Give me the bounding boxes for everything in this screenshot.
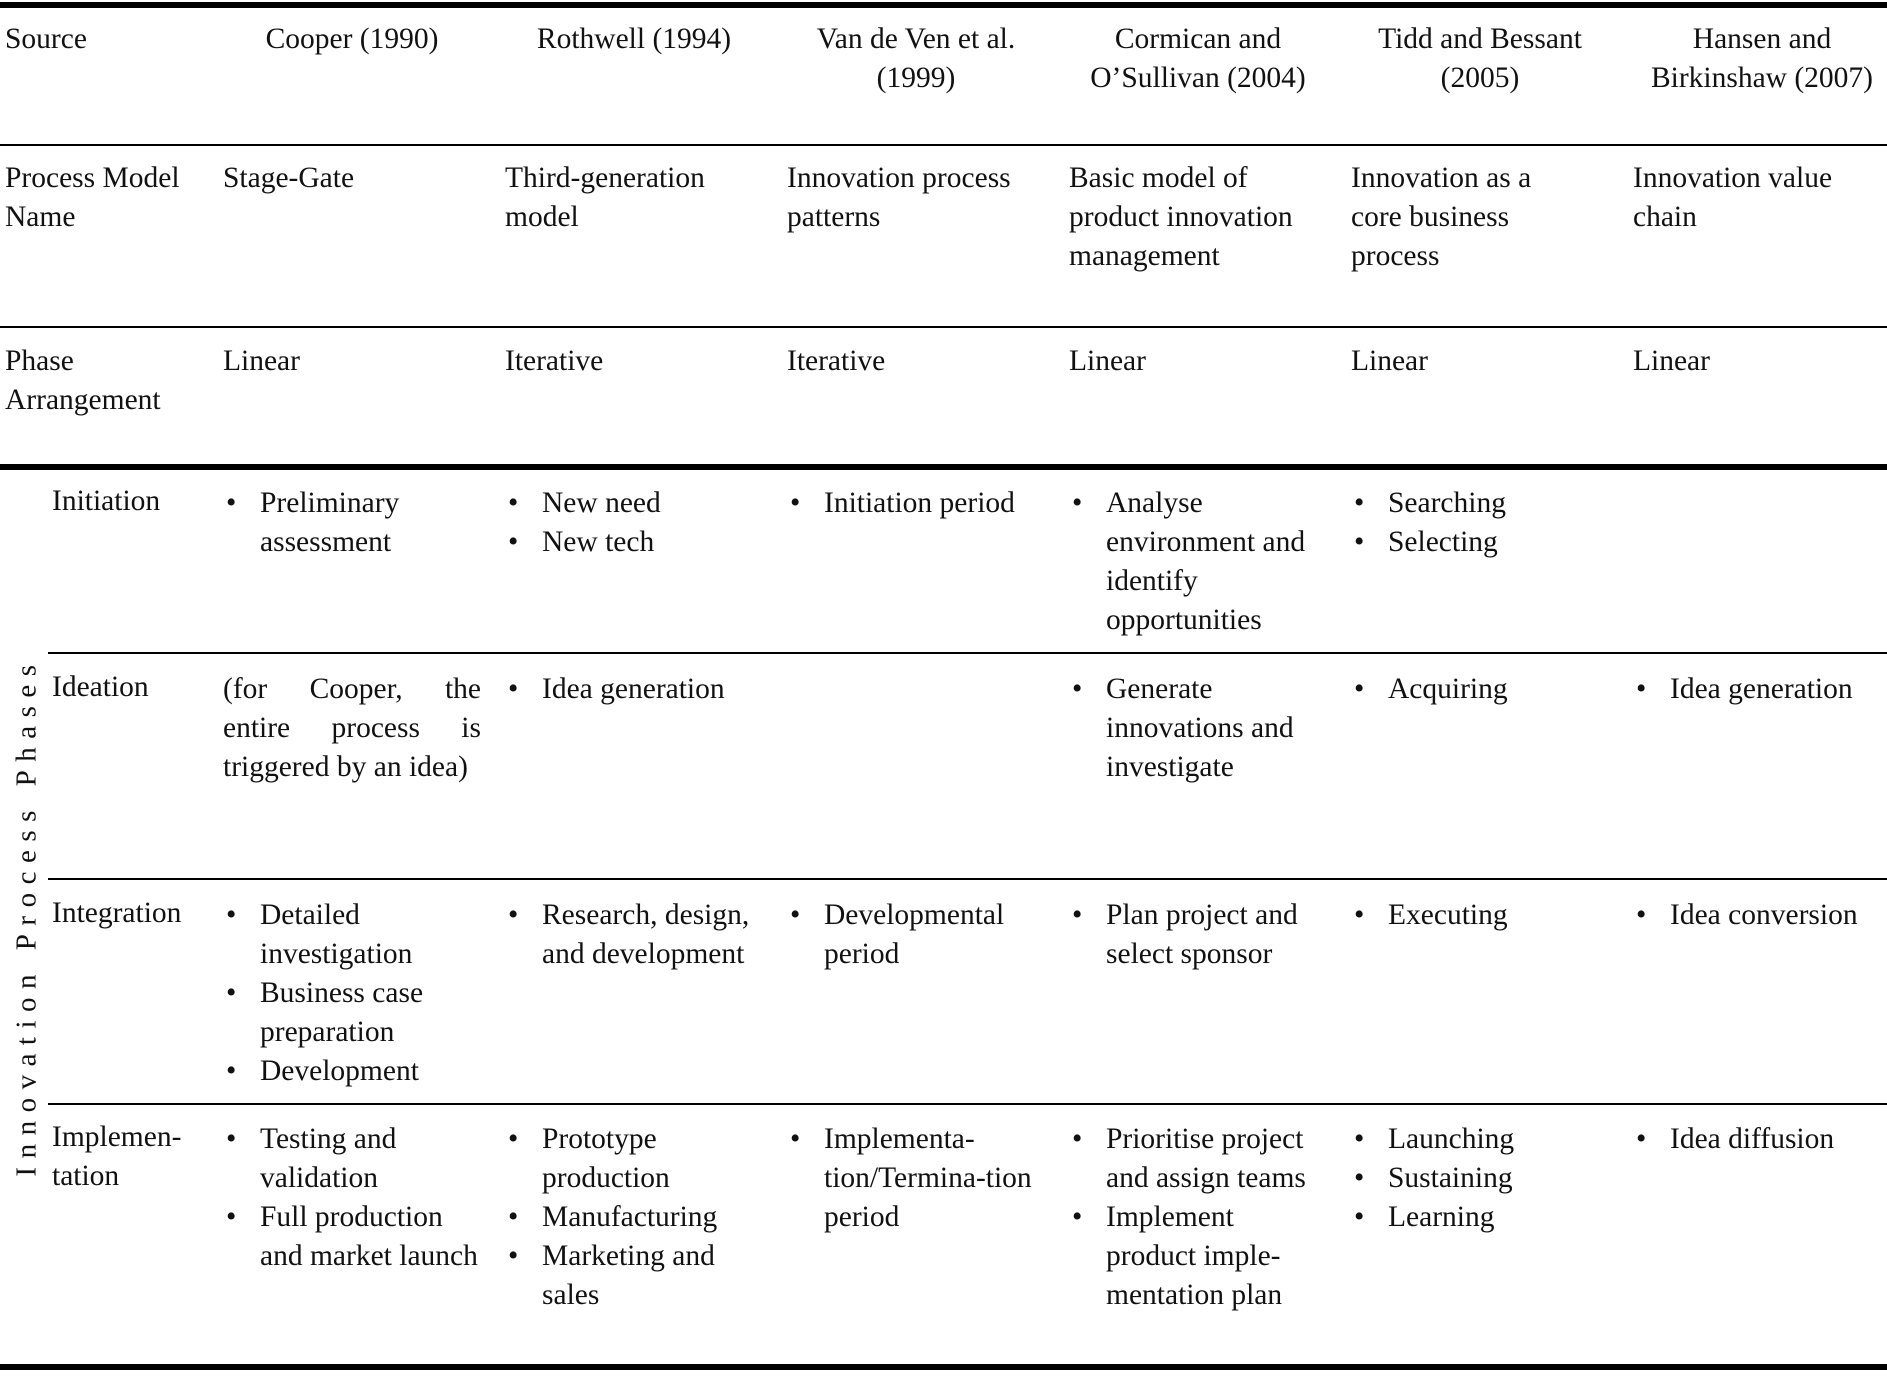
bullet-list [504, 896, 766, 974]
process-model-van-de-ven: Innovation process patterns [787, 162, 1011, 233]
bullet-item: • Research, design, and development [504, 896, 766, 974]
cell-implementation-rothwell [504, 1120, 766, 1315]
bullet-item: • Idea generation [1632, 670, 1887, 709]
header-text: (1999) [876, 62, 956, 94]
bullet-list [1350, 1120, 1612, 1237]
cell-ideation-hansen [1632, 670, 1887, 709]
bullet-item: • Acquiring [1350, 670, 1612, 709]
bullet-item: • Analyse environment and identify opportunities [1068, 484, 1330, 640]
cell-integration-hansen [1632, 896, 1887, 935]
bullet-item: • Idea diffusion [1632, 1120, 1887, 1159]
bullet-item: • Searching [1350, 484, 1612, 523]
bullet-item: • Launching [1350, 1120, 1612, 1159]
process-model-hansen: Innovation value chain [1633, 162, 1833, 233]
innovation-process-phases-label [5, 467, 49, 1365]
bullet-list [1350, 670, 1612, 709]
ideation-rule [48, 878, 1887, 880]
bullet-list [1632, 1120, 1887, 1159]
process-model-cooper: Stage-Gate [223, 162, 355, 194]
cell-integration-cooper [222, 896, 484, 1091]
phase-label-ideation: Ideation [52, 671, 149, 703]
bullet-item: • Generate innovations and investigate [1068, 670, 1330, 787]
bullet-item: • Implementa-tion/Termina-tion period [786, 1120, 1048, 1237]
process-model-tidd: Innovation as a core business process [1351, 162, 1532, 272]
bullet-list [786, 896, 1048, 974]
bullet-list [1068, 896, 1330, 974]
bullet-item: • Sustaining [1350, 1159, 1612, 1198]
bullet-item: • Implement product imple-mentation plan [1068, 1198, 1330, 1315]
phase-label-implementation: Implemen-tation [52, 1121, 182, 1192]
cell-implementation-cooper [222, 1120, 484, 1276]
header-text: Birkinshaw (2007) [1650, 62, 1874, 94]
bullet-list [786, 1120, 1048, 1237]
cell-integration-tidd [1350, 896, 1612, 935]
cell-integration-cormican [1068, 896, 1330, 974]
header-col-hansen [1632, 20, 1887, 98]
bullet-item: • Prioritise project and assign teams [1068, 1120, 1330, 1198]
bullet-item: • Executing [1350, 896, 1612, 935]
vertical-label-text: Innovation Process Phases [10, 655, 43, 1177]
header-col-cooper [222, 20, 482, 59]
process-row-rule [0, 326, 1887, 328]
phase-label-initiation: Initiation [52, 485, 161, 517]
phase-arrangement-cormican: Linear [1069, 345, 1146, 377]
bullet-list [222, 896, 484, 1091]
bullet-list [222, 1120, 484, 1276]
header-col-rothwell [504, 20, 764, 59]
header-rule [0, 144, 1887, 146]
process-model-rothwell: Third-generation model [505, 162, 705, 233]
cell-ideation-rothwell [504, 670, 766, 709]
bullet-list [504, 1120, 766, 1315]
bullet-item: • Business case preparation [222, 974, 484, 1052]
bullet-item: • Initiation period [786, 484, 1048, 523]
phase-arrangement-label: Phase Arrangement [5, 345, 161, 416]
bullet-list [1632, 670, 1887, 709]
bullet-item: • Idea conversion [1632, 896, 1887, 935]
header-col-tidd [1350, 20, 1610, 98]
phase-arrangement-van-de-ven: Iterative [787, 345, 886, 377]
phases-start-rule [0, 464, 1887, 470]
initiation-rule [48, 652, 1887, 654]
cell-initiation-cormican [1068, 484, 1330, 640]
bullet-item: • Selecting [1350, 523, 1612, 562]
bullet-item: • Full production and market launch [222, 1198, 484, 1276]
header-text: Hansen and [1692, 23, 1832, 55]
cell-initiation-van-de-ven [786, 484, 1048, 523]
bullet-item: • Marketing and sales [504, 1237, 766, 1315]
header-text: Van de Ven et al. [816, 23, 1016, 55]
bullet-item: • Plan project and select sponsor [1068, 896, 1330, 974]
header-col-cormican [1068, 20, 1328, 98]
cell-implementation-cormican [1068, 1120, 1330, 1315]
bullet-list [1632, 896, 1887, 935]
bullet-item: • Development [222, 1052, 484, 1091]
bullet-list [222, 484, 484, 562]
header-text: (2005) [1440, 62, 1520, 94]
bullet-list [786, 484, 1048, 523]
integration-rule [48, 1103, 1887, 1105]
bullet-list [1068, 1120, 1330, 1315]
bullet-item: • Prototype production [504, 1120, 766, 1198]
bullet-list [1068, 484, 1330, 640]
bullet-item: • Developmental period [786, 896, 1048, 974]
header-text: Rothwell (1994) [536, 23, 732, 55]
bullet-item: • New need [504, 484, 766, 523]
cell-ideation-cormican [1068, 670, 1330, 787]
cell-integration-rothwell [504, 896, 766, 974]
phase-arrangement-rothwell: Iterative [505, 345, 604, 377]
top-rule [0, 2, 1887, 8]
bullet-list [1068, 670, 1330, 787]
process-model-label: Process Model Name [5, 162, 180, 233]
cell-initiation-rothwell [504, 484, 766, 562]
cell-initiation-tidd [1350, 484, 1612, 562]
phase-arrangement-hansen: Linear [1633, 345, 1710, 377]
header-text: Cormican and [1114, 23, 1282, 55]
header-col-van-de-ven [786, 20, 1046, 98]
header-text: O’Sullivan (2004) [1090, 62, 1306, 94]
bullet-list [1350, 896, 1612, 935]
header-row-label: Source [5, 23, 87, 55]
cell-implementation-tidd [1350, 1120, 1612, 1237]
bullet-list [1350, 484, 1612, 562]
bullet-item: • Preliminary assessment [222, 484, 484, 562]
header-text: Tidd and Bessant [1378, 23, 1582, 55]
bullet-item: • Manufacturing [504, 1198, 766, 1237]
bullet-list [504, 484, 766, 562]
phase-arrangement-cooper: Linear [223, 345, 300, 377]
bullet-item: • Idea generation [504, 670, 766, 709]
bullet-item: • Testing and validation [222, 1120, 484, 1198]
cell-implementation-hansen [1632, 1120, 1887, 1159]
cell-integration-van-de-ven [786, 896, 1048, 974]
cell-ideation-cooper: (for Cooper, the entire process is triggered by an idea) [223, 673, 481, 783]
cell-initiation-cooper [222, 484, 484, 562]
phase-arrangement-tidd: Linear [1351, 345, 1428, 377]
phase-label-integration: Integration [52, 897, 182, 929]
bullet-item: • New tech [504, 523, 766, 562]
bullet-item: • Detailed investigation [222, 896, 484, 974]
cell-ideation-tidd [1350, 670, 1612, 709]
cell-implementation-van-de-ven [786, 1120, 1048, 1237]
header-text: Cooper (1990) [265, 23, 439, 55]
process-model-cormican: Basic model of product innovation management [1069, 162, 1293, 272]
bullet-list [504, 670, 766, 709]
bottom-rule [0, 1364, 1887, 1370]
bullet-item: • Learning [1350, 1198, 1612, 1237]
